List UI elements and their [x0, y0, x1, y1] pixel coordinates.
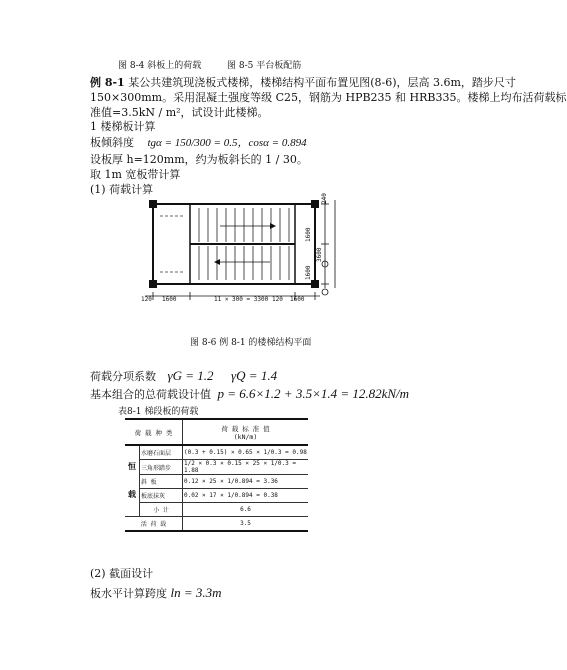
dim-bottom-2: 1600 [162, 296, 177, 303]
lower-flight-treads [199, 246, 289, 280]
load-calc-title: (1) 荷载计算 [90, 183, 154, 196]
category-char-1: 恒 [128, 462, 136, 471]
gamma-g: γG = 1.2 [167, 368, 214, 383]
row-name: 板底抹灰 [140, 489, 183, 503]
span-label: 板水平计算跨度 [90, 587, 167, 600]
example-paragraph [90, 74, 516, 90]
table-row-subtotal [125, 503, 308, 517]
dim-bottom-1: 120 [141, 296, 152, 303]
slope-line [90, 134, 307, 150]
section-2-title: (2) 截面设计 [90, 567, 154, 580]
dim-bottom-3: 11 × 300 = 3300 [214, 296, 269, 303]
header-standard-value [183, 419, 309, 445]
figure-caption-8-5: 图 8-5 平台板配筋 [227, 61, 302, 71]
row-name: 水磨石面层 [140, 445, 183, 460]
dim-right-4: 3600 [316, 247, 323, 262]
category-char-2: 载 [128, 490, 136, 499]
subtotal-value: 6.6 [183, 503, 309, 517]
table-row [125, 445, 308, 460]
dim-bottom-5: 1600 [290, 296, 305, 303]
table-caption: 表8-1 梯段板的荷载 [118, 407, 199, 417]
load-table [125, 418, 308, 532]
row-name: 斜 板 [140, 475, 183, 489]
example-label: 例 8-1 [90, 76, 125, 89]
figure-caption-8-4: 图 8-4 斜板上的荷载 [118, 61, 202, 71]
gamma-q: γQ = 1.4 [231, 368, 278, 383]
table-row [125, 475, 308, 489]
dim-right-2: 1600 [305, 227, 312, 242]
row-value: (0.3 + 0.15) × 0.65 × 1/0.3 = 0.98 [183, 445, 309, 460]
row-value: 1/2 × 0.3 × 0.15 × 25 × 1/0.3 = 1.88 [183, 460, 309, 475]
dim-right-1: 240 [321, 193, 328, 204]
section-1-title: 1 楼梯板计算 [90, 120, 156, 133]
load-factor-label: 荷载分项系数 [90, 370, 156, 383]
figure-caption-8-6: 图 8-6 例 8-1 的楼梯结构平面 [190, 338, 312, 348]
span-line [90, 585, 222, 601]
live-load-value: 3.5 [183, 517, 309, 532]
header-unit: (kN/m) [233, 432, 258, 441]
load-factor-line [90, 368, 277, 384]
upper-flight-treads [199, 208, 289, 242]
header-value-label: 荷 载 标 准 值 [221, 424, 270, 433]
row-value: 0.02 × 17 × 1/0.894 = 0.38 [183, 489, 309, 503]
table-row-live [125, 517, 308, 532]
table-row [125, 460, 308, 475]
row-name: 三角形踏步 [140, 460, 183, 475]
example-line-1: 某公共建筑现浇板式楼梯，楼梯结构平面布置见图(8-6)，层高 3.6m，踏步尺寸 [128, 76, 516, 89]
table-row [125, 489, 308, 503]
thickness-line: 设板厚 h=120mm，约为板斜长的 1 / 30。 [90, 153, 308, 166]
dead-load-category [125, 445, 140, 517]
slope-label: 板倾斜度 [90, 136, 134, 149]
span-equation: ln = 3.3m [170, 585, 222, 600]
combo-line [90, 386, 409, 402]
dim-right-3: 1600 [305, 265, 312, 280]
slope-equation: tgα = 150/300 = 0.5，cosα = 0.894 [147, 137, 307, 149]
dim-bottom-4: 120 [272, 296, 283, 303]
row-value: 0.12 × 25 × 1/0.894 = 3.36 [183, 475, 309, 489]
combo-label: 基本组合的总荷载设计值 [90, 388, 211, 401]
strip-line: 取 1m 宽板带计算 [90, 168, 181, 181]
subtotal-label: 小 计 [140, 503, 183, 517]
example-line-3: 准值=3.5kN / m²，试设计此楼梯。 [90, 106, 269, 119]
live-load-label: 活 荷 载 [125, 517, 183, 532]
header-load-type: 荷 载 种 类 [125, 419, 183, 445]
combo-equation: p = 6.6×1.2 + 3.5×1.4 = 12.82kN/m [217, 386, 410, 401]
table-header-row [125, 419, 308, 445]
example-line-2: 150×300mm。采用混凝土强度等级 C25，钢筋为 HPB235 和 HRB335。楼梯上均布活荷载标 [90, 91, 567, 104]
